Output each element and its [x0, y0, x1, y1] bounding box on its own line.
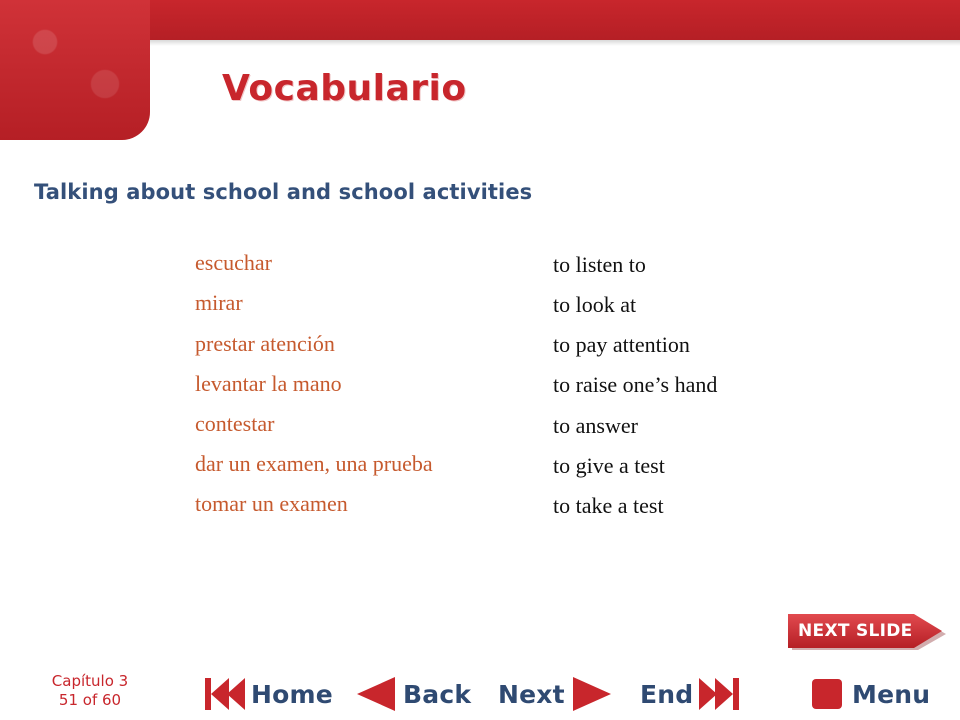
rewind-icon — [203, 676, 247, 712]
vocab-term-es: tomar un examen — [195, 491, 348, 516]
chapter-info — [40, 672, 140, 710]
vocab-term-es: dar un examen, una prueba — [195, 451, 433, 476]
end-button[interactable] — [640, 672, 741, 716]
menu-label: Menu — [852, 679, 931, 709]
menu-button[interactable] — [810, 672, 930, 716]
arrow-left-icon — [355, 675, 397, 713]
vocab-term-es: mirar — [195, 290, 243, 315]
vocab-term-en: to take a test — [553, 493, 664, 518]
next-slide-button[interactable] — [788, 613, 948, 651]
vocab-term-en: to listen to — [553, 252, 646, 277]
vocab-term-en: to answer — [553, 413, 638, 438]
menu-square-icon — [810, 677, 844, 711]
vocab-term-es: contestar — [195, 411, 275, 436]
home-button[interactable] — [203, 672, 333, 716]
back-button[interactable] — [355, 672, 471, 716]
next-button[interactable] — [498, 672, 613, 716]
page-title: Vocabulario — [222, 68, 467, 109]
next-slide-label: NEXT SLIDE — [798, 621, 913, 641]
vocab-term-en: to give a test — [553, 453, 665, 478]
vocab-term-es: levantar la mano — [195, 371, 342, 396]
slide-counter: 51 of 60 — [58, 691, 122, 709]
next-label: Next — [498, 679, 565, 709]
back-label: Back — [403, 679, 472, 709]
vocab-term-es: prestar atención — [195, 331, 335, 356]
fast-forward-icon — [697, 676, 741, 712]
home-label: Home — [251, 679, 333, 709]
end-label: End — [640, 679, 694, 709]
section-heading: Talking about school and school activities — [34, 180, 533, 204]
arrow-right-icon — [571, 675, 613, 713]
banner-corner-tab — [0, 0, 150, 140]
banner-shadow — [150, 40, 960, 46]
vocab-term-es: escuchar — [195, 250, 272, 275]
chapter-label: Capítulo 3 — [51, 672, 129, 690]
vocab-term-en: to pay attention — [553, 332, 690, 357]
vocab-term-en: to raise one’s hand — [553, 372, 718, 397]
vocab-term-en: to look at — [553, 292, 637, 317]
